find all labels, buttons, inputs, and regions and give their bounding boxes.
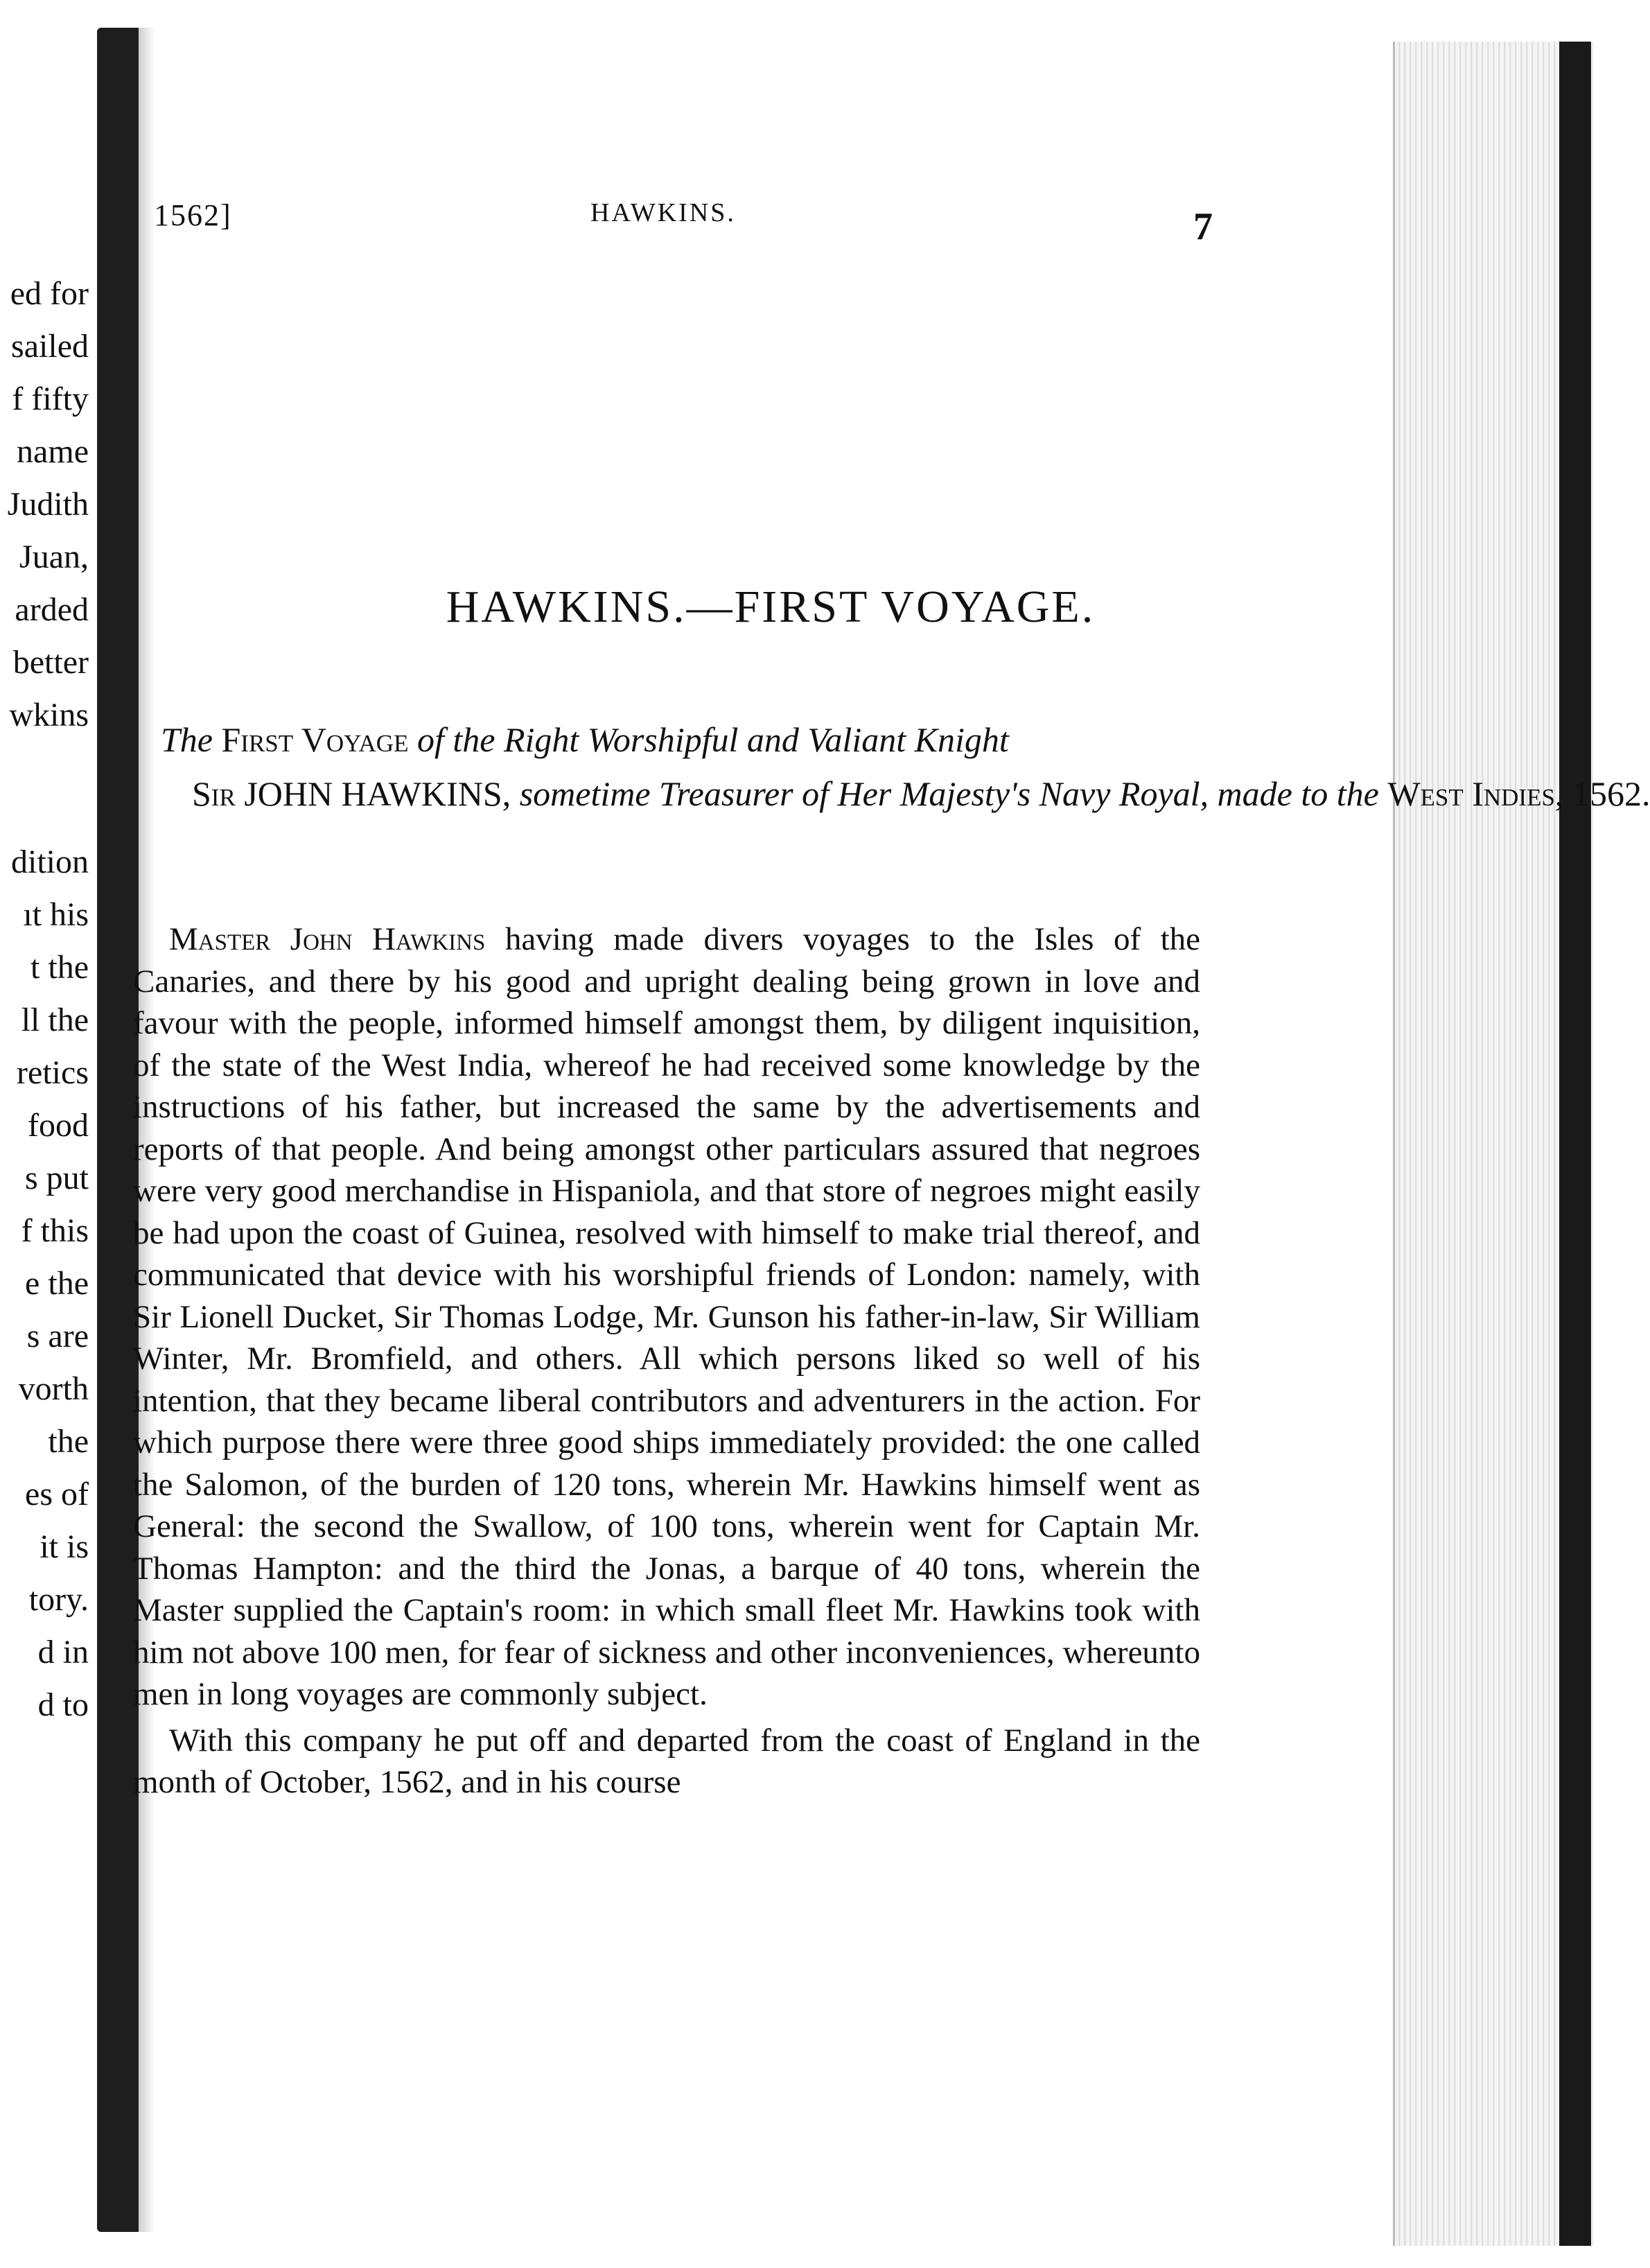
subtitle-name: JOHN HAWKINS, [244,774,511,813]
previous-page-fragment: better [12,644,89,681]
subtitle-part: Sir [192,774,236,813]
chapter-subtitle [161,713,1650,821]
subtitle-part: sometime Treasurer of Her Majesty's Navy Royal, [519,774,1209,813]
previous-page-fragment: f this [21,1212,89,1249]
previous-page-fragment: s put [24,1160,89,1196]
paragraph [133,1720,1200,1804]
body-text [133,918,1200,1804]
subtitle-part: West Indies, [1387,774,1564,813]
previous-page-fragment: f fifty [12,381,89,417]
previous-page-fragment: ıt his [23,896,89,933]
previous-page-fragment: the [48,1423,89,1460]
previous-page-fragment: s are [26,1318,89,1354]
previous-page-edge [0,0,97,2268]
paragraph-text: having made divers voyages to the Isles of the Canaries, and there by his good and upright dealing being grown in love and favour with the people, informed himself amongst them, by diligent inquisition, of the state of the West India, whereof he had received some knowledge by the instructions of his father, but increased the same by the advertisements and reports of that people. And being amongst other particulars assured that negroes were very good merchandise in Hispaniola, and that store of negroes might easily be had upon the coast of Guinea, resolved with himself to make trial thereof, and communicated that device with his worshipful friends of London: namely, with Sir Lionell Ducket, Sir Thomas Lodge, Mr. Gunson his father-in-law, Sir William Winter, Mr. Bromfield, and others. All which persons liked so well of his intention, that they became liberal contributors and adventurers in the action. For which purpose there were three good ships immediately provided: the one called the Salomon, of the burden of 120 tons, wherein Mr. Hawkins himself went as General: the second the Swallow, of 100 tons, wherein went for Captain Mr. Thomas Hampton: and the third the Jonas, a barque of 40 tons, wherein the Master supplied the Captain's room: in which small fleet Mr. Hawkins took with him not above 100 men, for fear of sickness and other inconveniences, whereunto men in long voyages are commonly subject. [133,921,1201,1712]
previous-page-fragment: e the [25,1265,89,1302]
previous-page-fragment: dition [10,844,89,880]
subtitle-part: First Voyage [221,720,409,759]
running-head-title: HAWKINS. [590,198,736,227]
previous-page-fragment: es of [25,1476,89,1512]
page-number: 7 [1193,205,1213,248]
subtitle-part: The [161,720,213,759]
running-head [154,198,1221,248]
previous-page-fragment: d in [37,1634,89,1671]
previous-page-fragment: Judith [7,486,89,523]
previous-page-fragment: retics [17,1054,89,1091]
running-head-year: 1562] [154,198,232,232]
subtitle-part: made to the [1217,774,1379,813]
previous-page-fragment: food [28,1107,89,1144]
previous-page-fragment: tory. [28,1581,89,1618]
subtitle-year: 1562. [1572,774,1650,813]
previous-page-fragment: t the [30,949,89,986]
previous-page-fragment: sailed [11,328,89,365]
previous-page-fragment: d to [37,1686,89,1723]
paragraph-lead: Master John Hawkins [169,921,486,957]
previous-page-fragment: ed for [10,275,89,312]
previous-page-fragment: name [17,433,89,470]
subtitle-part: of the Right Worshipful and Valiant Knight [416,720,1009,759]
paragraph-text: With this company he put off and departed from the coast of England in the month of October, 1562, and in his course [133,1722,1200,1800]
previous-page-fragment: it is [40,1528,89,1565]
previous-page-fragment: ll the [21,1002,89,1038]
chapter-title: HAWKINS.—FIRST VOYAGE. [446,582,1096,632]
previous-page-fragment: Juan, [19,539,89,575]
book-cover-edge [1559,42,1591,2246]
previous-page-fragment: arded [15,591,89,628]
previous-page-fragment: vorth [18,1370,89,1407]
previous-page-fragment: wkins [9,697,89,733]
paragraph [133,918,1200,1716]
